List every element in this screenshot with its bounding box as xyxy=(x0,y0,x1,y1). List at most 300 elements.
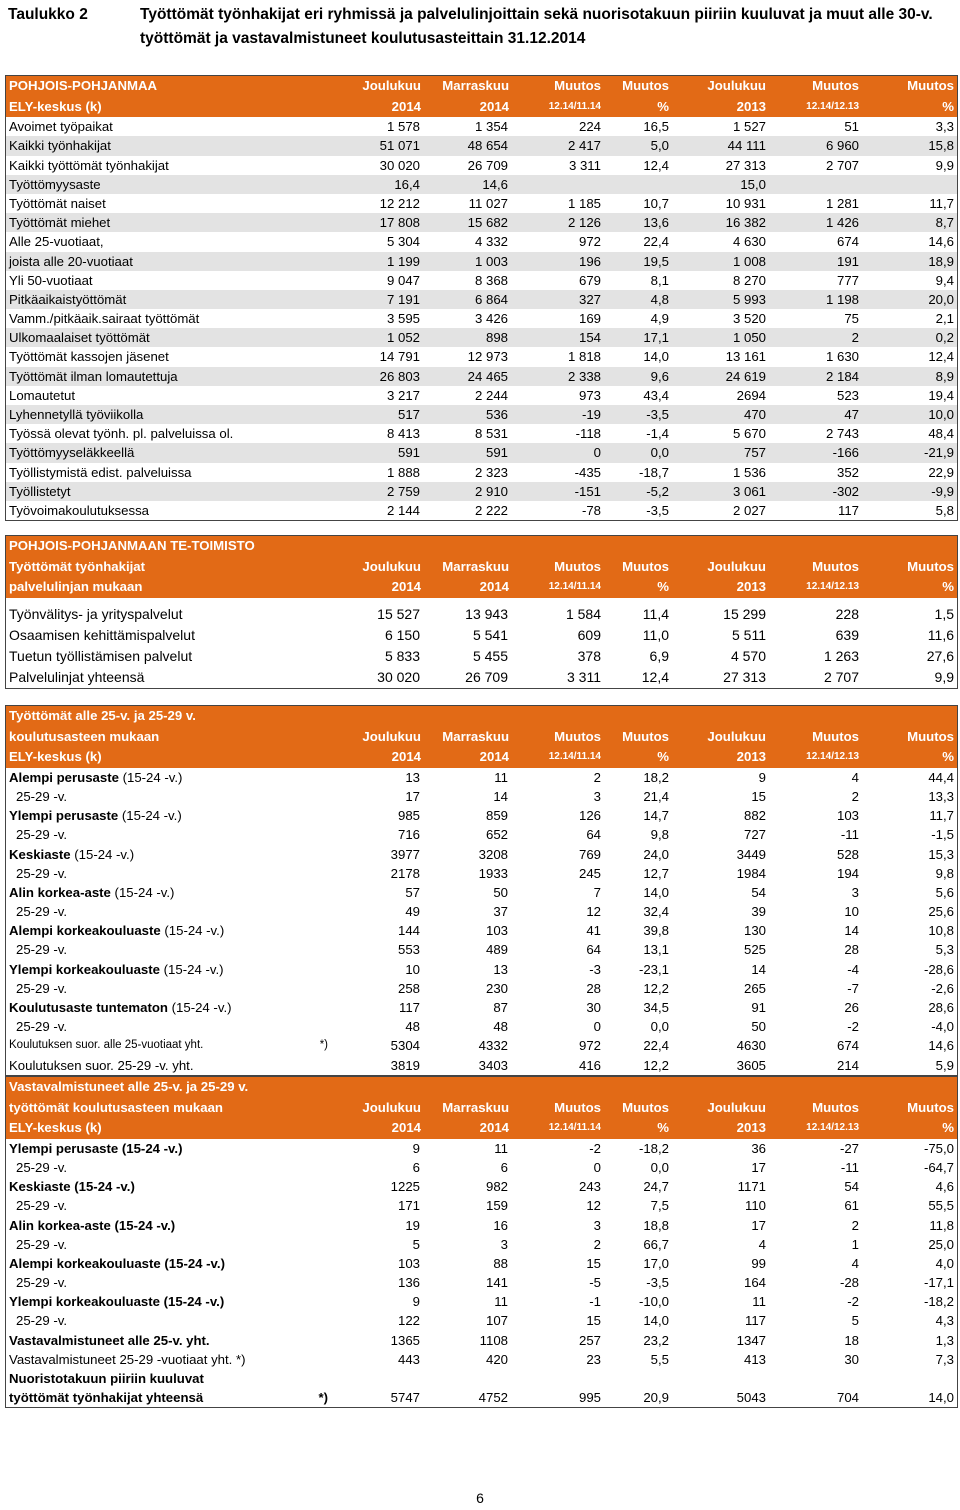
cell-value: 1 263 xyxy=(823,647,859,664)
cell-value: -21,9 xyxy=(923,445,954,461)
cell-value: -11 xyxy=(840,1159,859,1175)
row-label: Keskiaste (15-24 -v.) xyxy=(9,1179,135,1195)
cell-value: 525 xyxy=(743,942,766,958)
row-label: Työnvälitys- ja yrityspalvelut xyxy=(9,605,183,622)
cell-value: 1108 xyxy=(479,1332,508,1348)
cell-value: -28,6 xyxy=(923,961,954,977)
row-label: 25-29 -v. xyxy=(16,904,68,920)
cell-value: 12,4 xyxy=(641,668,669,685)
cell-value: 245 xyxy=(578,865,601,881)
cell-value: 54 xyxy=(751,884,766,900)
section-title: Työttömät alle 25-v. ja 25-29 v. xyxy=(9,708,196,723)
column-header: Joulukuu xyxy=(707,558,766,574)
cell-value: 591 xyxy=(485,445,508,461)
cell-value: 20,0 xyxy=(928,291,954,307)
cell-value: 10 xyxy=(405,961,420,977)
column-header: Muutos xyxy=(812,558,859,574)
cell-value: 16 382 xyxy=(725,215,766,231)
cell-value: 25,6 xyxy=(928,904,954,920)
cell-value xyxy=(510,175,603,194)
cell-value: 5 455 xyxy=(472,647,508,664)
cell-value: 64 xyxy=(586,942,601,958)
cell-value: 26 803 xyxy=(379,368,420,384)
cell-value: 14 791 xyxy=(379,349,420,365)
column-header: 12.14/11.14 xyxy=(548,1122,601,1134)
cell-value: 1171 xyxy=(737,1179,766,1195)
cell-value: 9,4 xyxy=(935,272,954,288)
table-row xyxy=(6,646,957,667)
cell-value: 18,9 xyxy=(928,253,954,269)
cell-value: 5 833 xyxy=(384,647,420,664)
cell-value: 11 xyxy=(494,1294,508,1310)
cell-value: 5 xyxy=(851,1313,859,1329)
table-body xyxy=(6,1139,957,1369)
table-row xyxy=(6,845,957,864)
column-header: Muutos xyxy=(907,1099,954,1115)
column-header: Joulukuu xyxy=(707,1099,766,1115)
cell-value: 3 xyxy=(593,788,601,804)
column-header: % xyxy=(657,749,669,765)
table-row xyxy=(6,136,957,155)
cell-value: 18,2 xyxy=(643,769,669,785)
cell-value: 5304 xyxy=(390,1038,420,1054)
cell-value: 9,8 xyxy=(935,865,954,881)
cell-value: 5,3 xyxy=(935,942,954,958)
cell-value: 2 027 xyxy=(732,502,766,518)
cell-value: 2694 xyxy=(736,387,766,403)
footnote-marker: *) xyxy=(318,1390,328,1406)
cell-value: 230 xyxy=(485,980,508,996)
cell-value: 43,4 xyxy=(643,387,669,403)
header-row xyxy=(6,97,957,118)
cell-value: 57 xyxy=(405,884,420,900)
youth-total-row xyxy=(6,1388,957,1407)
cell-value: 1 818 xyxy=(567,349,601,365)
cell-value: 11 xyxy=(494,769,508,785)
section-header xyxy=(6,76,957,117)
cell-value: 12,2 xyxy=(643,1057,669,1073)
row-label: Alempi korkeakouluaste (15-24 -v.) xyxy=(9,923,225,939)
header-row xyxy=(6,76,957,97)
table-row xyxy=(6,940,957,959)
table-row xyxy=(6,328,957,347)
cell-value: 51 071 xyxy=(379,138,420,154)
cell-value: 16,4 xyxy=(394,176,420,192)
header-row xyxy=(6,706,957,727)
cell-value: -19 xyxy=(581,407,601,422)
cell-value: 5 993 xyxy=(732,291,766,307)
cell-value: -5,2 xyxy=(646,483,669,499)
cell-value: 2,1 xyxy=(935,311,954,327)
cell-value: 16 xyxy=(493,1217,508,1233)
cell-value: 2 144 xyxy=(386,502,420,518)
table-row xyxy=(6,825,957,844)
cell-value: 652 xyxy=(485,827,508,843)
section-education-level xyxy=(5,705,958,1076)
cell-value: -302 xyxy=(832,483,859,499)
cell-value: 12 973 xyxy=(467,349,508,365)
cell-value: 327 xyxy=(578,291,601,307)
cell-value: 12 212 xyxy=(379,195,420,211)
cell-value: 1 003 xyxy=(474,253,508,269)
cell-value: 1933 xyxy=(478,865,508,881)
cell-value: -7 xyxy=(847,980,859,996)
cell-value: 1365 xyxy=(390,1332,420,1348)
cell-value: 9,8 xyxy=(650,827,669,843)
cell-value: 32,4 xyxy=(643,904,669,920)
cell-value: 704 xyxy=(836,1390,859,1406)
cell-value: 716 xyxy=(397,827,420,843)
cell-value: 11 027 xyxy=(468,195,508,211)
cell-value: 2 xyxy=(593,769,601,785)
cell-value: 88 xyxy=(493,1255,508,1271)
cell-value: 2 910 xyxy=(474,483,508,499)
cell-value: 27,6 xyxy=(926,647,954,664)
cell-value: 15 682 xyxy=(467,215,508,231)
cell-value: -435 xyxy=(574,464,601,480)
cell-value: 11,7 xyxy=(929,195,954,211)
row-label: Työllistymistä edist. palveluissa xyxy=(9,464,192,480)
cell-value: -75,0 xyxy=(923,1140,954,1156)
cell-value: 17 xyxy=(751,1159,766,1175)
cell-value: 55,5 xyxy=(928,1198,954,1214)
header-label: koulutusasteen mukaan xyxy=(9,728,160,744)
table-row xyxy=(6,309,957,328)
cell-value: 15 299 xyxy=(723,605,766,622)
cell-value: 14 xyxy=(844,923,859,939)
table-row xyxy=(6,501,957,520)
section-header xyxy=(6,536,957,598)
cell-value: 5,9 xyxy=(935,1057,954,1073)
cell-value: 20,9 xyxy=(643,1390,669,1406)
table-row xyxy=(6,979,957,998)
cell-value: 48 xyxy=(493,1019,508,1035)
column-header: Muutos xyxy=(554,728,601,744)
cell-value: 0 xyxy=(593,445,601,461)
cell-value: 194 xyxy=(836,865,859,881)
section-title: Vastavalmistuneet alle 25-v. ja 25-29 v. xyxy=(9,1079,249,1094)
cell-value: -3 xyxy=(589,961,601,977)
cell-value: 777 xyxy=(836,272,859,288)
table-row xyxy=(6,1158,957,1177)
row-label: Yli 50-vuotiaat xyxy=(9,272,93,288)
cell-value: 26 xyxy=(844,1000,859,1016)
cell-value: 3605 xyxy=(736,1057,766,1073)
column-header: 2014 xyxy=(479,749,509,765)
cell-value: 224 xyxy=(578,119,601,135)
cell-value: 2 184 xyxy=(825,368,859,384)
page-number: 6 xyxy=(476,1490,484,1506)
cell-value: 757 xyxy=(743,445,766,461)
cell-value: -18,7 xyxy=(638,464,669,480)
row-label: Työvoimakoulutuksessa xyxy=(9,502,150,518)
section-title: POHJOIS-POHJANMAAN TE-TOIMISTO xyxy=(9,538,255,553)
table-row xyxy=(6,175,957,194)
column-header: Marraskuu xyxy=(442,728,509,744)
cell-value: 13 943 xyxy=(465,605,508,622)
cell-value: 126 xyxy=(578,808,601,824)
cell-value: 3 595 xyxy=(386,311,420,327)
cell-value: 7 xyxy=(593,884,601,900)
cell-value: 3449 xyxy=(736,846,766,862)
row-label: 25-29 -v. xyxy=(16,1019,68,1035)
cell-value: 6 xyxy=(500,1159,508,1175)
header-label: palvelulinjan mukaan xyxy=(9,579,143,595)
cell-value: 9 xyxy=(758,769,766,785)
cell-value: 11,8 xyxy=(929,1217,954,1233)
cell-value: -4 xyxy=(847,961,859,977)
cell-value: 1 xyxy=(851,1236,859,1252)
column-header: Muutos xyxy=(554,558,601,574)
cell-value: 14,0 xyxy=(643,349,669,365)
cell-value: 18,8 xyxy=(643,1217,669,1233)
cell-value: 5 511 xyxy=(732,626,766,643)
cell-value: 50 xyxy=(493,884,508,900)
cell-value: 25,0 xyxy=(928,1236,954,1252)
cell-value: 12,7 xyxy=(643,865,669,881)
cell-value: 1225 xyxy=(390,1179,420,1195)
cell-value: 17 808 xyxy=(379,215,420,231)
cell-value: 2 244 xyxy=(474,387,508,403)
cell-value: 985 xyxy=(397,808,420,824)
column-header: Joulukuu xyxy=(707,728,766,744)
table-row xyxy=(6,232,957,251)
header-row xyxy=(6,727,957,748)
cell-value: 19,4 xyxy=(928,387,954,403)
row-label: Pitkäaikaistyöttömät xyxy=(9,291,127,307)
cell-value: 13 xyxy=(405,769,420,785)
column-header: 2014 xyxy=(391,98,421,114)
cell-value: 5 541 xyxy=(472,626,508,643)
cell-value: 4 630 xyxy=(732,234,766,250)
cell-value: 9 047 xyxy=(386,272,420,288)
cell-value: 1 584 xyxy=(565,605,601,622)
cell-value: -11 xyxy=(840,827,859,843)
cell-value: 3 xyxy=(851,884,859,900)
cell-value: 2 126 xyxy=(567,215,601,231)
cell-value xyxy=(861,175,957,194)
cell-value: 27 313 xyxy=(725,157,766,173)
cell-value: 13 161 xyxy=(725,349,766,365)
column-header: % xyxy=(657,1120,669,1136)
cell-value: 523 xyxy=(836,387,859,403)
column-header: Muutos xyxy=(812,728,859,744)
cell-value: 0,2 xyxy=(935,330,954,346)
cell-value: 12 xyxy=(586,1198,601,1214)
column-header: 12.14/12.13 xyxy=(806,751,859,763)
column-header: 2013 xyxy=(736,1120,766,1136)
cell-value: 141 xyxy=(485,1275,508,1291)
cell-value: 107 xyxy=(485,1313,508,1329)
cell-value: 257 xyxy=(578,1332,601,1348)
table-row xyxy=(6,443,957,462)
cell-value: 10,0 xyxy=(928,407,954,422)
cell-value: -64,7 xyxy=(923,1159,954,1175)
table-row xyxy=(6,347,957,366)
youth-guarantee-total xyxy=(6,1369,957,1407)
cell-value: 591 xyxy=(397,445,420,461)
table-row xyxy=(6,864,957,883)
table-label: Taulukko 2 xyxy=(8,6,88,23)
cell-value: 9 xyxy=(412,1294,420,1310)
cell-value: 15,8 xyxy=(928,138,954,154)
cell-value: 727 xyxy=(743,827,766,843)
row-label: Avoimet työpaikat xyxy=(9,119,113,135)
cell-value: 12 xyxy=(586,904,601,920)
header-row xyxy=(6,1098,957,1119)
section-service-lines xyxy=(5,535,958,689)
cell-value: 12,2 xyxy=(643,980,669,996)
cell-value: 30 020 xyxy=(377,668,420,685)
cell-value: 54 xyxy=(844,1179,859,1195)
row-label: Ylempi korkeakouluaste (15-24 -v.) xyxy=(9,1294,225,1310)
cell-value: 48 654 xyxy=(467,138,508,154)
column-header: Muutos xyxy=(622,78,669,93)
row-label: Alin korkea-aste (15-24 -v.) xyxy=(9,1217,176,1233)
cell-value: 679 xyxy=(578,272,601,288)
cell-value: -10,0 xyxy=(638,1294,669,1310)
row-label: Työttömyysaste xyxy=(9,176,101,192)
header-label: Työttömät työnhakijat xyxy=(9,558,146,574)
cell-value: 11,4 xyxy=(642,605,669,622)
cell-value: 23 xyxy=(586,1351,601,1367)
row-label: Työttömät kassojen jäsenet xyxy=(9,349,169,365)
cell-value: 24,0 xyxy=(643,846,669,862)
column-header: 12.14/12.13 xyxy=(806,100,859,112)
column-header: Joulukuu xyxy=(362,78,421,93)
cell-value: 13,1 xyxy=(643,942,669,958)
cell-value: 75 xyxy=(844,311,859,327)
cell-value: 16,5 xyxy=(643,119,669,135)
cell-value: -18,2 xyxy=(638,1140,669,1156)
cell-value: -23,1 xyxy=(638,961,669,977)
cell-value: -78 xyxy=(581,502,601,518)
cell-value: 14,0 xyxy=(928,1390,954,1406)
row-label: Alempi korkeakouluaste (15-24 -v.) xyxy=(9,1255,225,1271)
cell-value: 1,5 xyxy=(934,605,954,622)
cell-value: -27 xyxy=(839,1140,859,1156)
cell-value: 87 xyxy=(493,1000,508,1016)
cell-value: 6 960 xyxy=(825,138,859,154)
table-row xyxy=(6,604,957,625)
cell-value: 14 xyxy=(493,788,508,804)
cell-value: 2 417 xyxy=(567,138,601,154)
row-label: Koulutuksen suor. 25-29 -v. yht. xyxy=(9,1057,194,1073)
cell-value: 14,6 xyxy=(482,176,508,192)
table-row xyxy=(6,1350,957,1369)
cell-value: 882 xyxy=(743,808,766,824)
table-row xyxy=(6,998,957,1017)
column-header: Muutos xyxy=(622,728,669,744)
cell-value: 99 xyxy=(751,1255,766,1271)
column-header: % xyxy=(942,579,954,595)
column-header: 2014 xyxy=(391,1120,421,1136)
cell-value: 9,9 xyxy=(935,157,954,173)
cell-value: 443 xyxy=(397,1351,420,1367)
table-row xyxy=(6,1331,957,1350)
table-row xyxy=(6,883,957,902)
column-header: Muutos xyxy=(554,78,601,93)
header-label: ELY-keskus (k) xyxy=(9,98,102,114)
cell-value: 416 xyxy=(578,1057,601,1073)
cell-value: 159 xyxy=(485,1198,508,1214)
cell-value: -1 xyxy=(589,1294,601,1310)
cell-value: -28 xyxy=(839,1275,859,1291)
cell-value: 1 578 xyxy=(386,119,420,135)
cell-value: 674 xyxy=(836,1038,859,1054)
column-header: Muutos xyxy=(622,1099,669,1115)
column-header: 2013 xyxy=(736,98,766,114)
cell-value: 14,6 xyxy=(928,1038,954,1054)
cell-value: 117 xyxy=(398,1000,420,1016)
cell-value: 1 630 xyxy=(825,349,859,365)
cell-value: 11,6 xyxy=(927,626,954,643)
cell-value: 41 xyxy=(586,923,601,939)
cell-value: 898 xyxy=(485,330,508,346)
cell-value: 6 864 xyxy=(474,291,508,307)
cell-value: 8,1 xyxy=(650,272,669,288)
table-row xyxy=(6,921,957,940)
cell-value: 37 xyxy=(493,904,508,920)
cell-value: 470 xyxy=(743,407,766,422)
cell-value: 6 xyxy=(412,1159,420,1175)
row-label: Koulutusaste tuntematon (15-24 -v.) xyxy=(9,1000,232,1016)
cell-value: 15 527 xyxy=(377,605,420,622)
cell-value: -18,2 xyxy=(923,1294,954,1310)
header-row xyxy=(6,536,957,557)
table-row xyxy=(6,1196,957,1215)
cell-value: 982 xyxy=(485,1179,508,1195)
row-label: Kaikki työnhakijat xyxy=(9,138,111,154)
header-row xyxy=(6,577,957,598)
cell-value: 9,6 xyxy=(650,368,669,384)
cell-value: 64 xyxy=(586,827,601,843)
cell-value xyxy=(603,175,671,194)
cell-value: 517 xyxy=(397,407,420,422)
cell-value: 3 061 xyxy=(732,483,766,499)
table-row xyxy=(6,768,957,787)
row-label: Alle 25-vuotiaat, xyxy=(9,234,104,250)
cell-value: -166 xyxy=(832,445,859,461)
row-label: Kaikki työttömät työnhakijat xyxy=(9,157,169,173)
cell-value: -2 xyxy=(847,1294,859,1310)
column-header: Muutos xyxy=(812,78,859,93)
cell-value: 11,0 xyxy=(642,626,669,643)
cell-value: 50 xyxy=(751,1019,766,1035)
cell-value: 39,8 xyxy=(643,923,669,939)
cell-value: 13,3 xyxy=(928,788,954,804)
column-header: Joulukuu xyxy=(362,728,421,744)
cell-value: 17,1 xyxy=(643,330,669,346)
table-row xyxy=(6,1139,957,1158)
row-label: Työttömät naiset xyxy=(9,195,106,211)
section-header xyxy=(6,706,957,768)
table-body xyxy=(6,768,957,1075)
cell-value: 51 xyxy=(844,119,859,135)
cell-value: 8 531 xyxy=(474,426,508,442)
column-header: % xyxy=(942,98,954,114)
column-header: 2013 xyxy=(736,749,766,765)
cell-value: 769 xyxy=(578,846,601,862)
row-label: Ylempi perusaste (15-24 -v.) xyxy=(9,808,182,824)
column-header: 2014 xyxy=(479,98,509,114)
cell-value: 15,3 xyxy=(928,846,954,862)
table-row xyxy=(6,1254,957,1273)
row-label: Keskiaste (15-24 -v.) xyxy=(9,846,135,862)
table-row xyxy=(6,1036,957,1055)
cell-value: 5 xyxy=(412,1236,420,1252)
cell-value: -2 xyxy=(589,1140,601,1156)
